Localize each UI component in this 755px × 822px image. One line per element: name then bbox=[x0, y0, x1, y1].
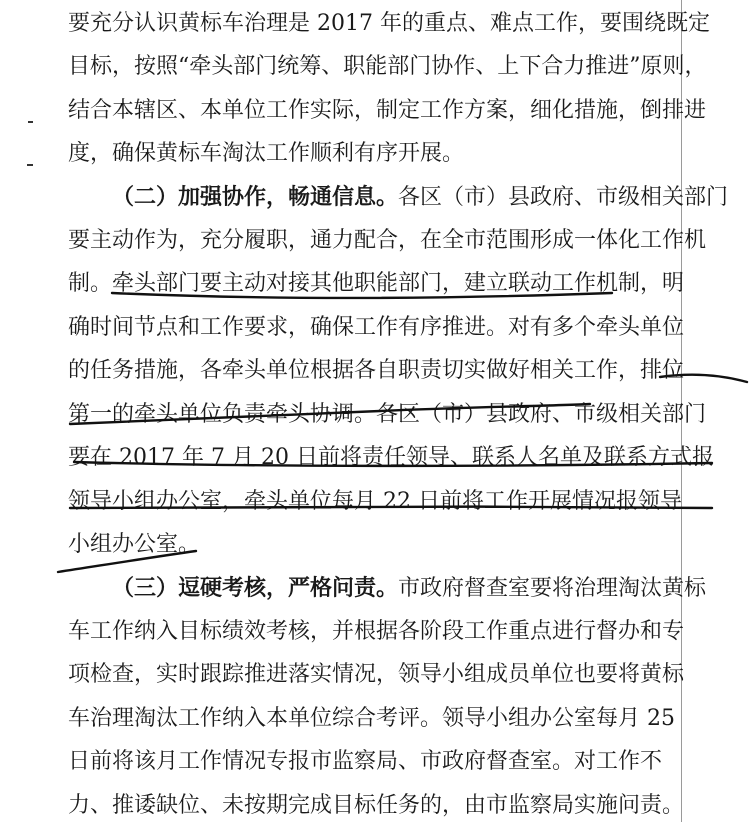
paragraph-line: 第一的牵头单位负责牵头协调。各区（市）县政府、市级相关部门 bbox=[68, 402, 707, 427]
section-3-heading: （三）逗硬考核，严格问责。 bbox=[112, 576, 399, 601]
section-2-text: 各区（市）县政府、市级相关部门 bbox=[398, 185, 729, 210]
paragraph-line: 制。牵头部门要主动对接其他职能部门，建立联动工作机制，明 bbox=[68, 271, 685, 296]
paragraph-line: 目标，按照“牵头部门统筹、职能部门协作、上下合力推进”原则， bbox=[68, 54, 707, 79]
paragraph-line: 小组办公室。 bbox=[68, 532, 201, 557]
paragraph-line: 的任务措施，各牵头单位根据各自职责切实做好相关工作，排位 bbox=[68, 358, 685, 383]
paragraph-line: 领导小组办公室，牵头单位每月 22 日前将工作开展情况报领导 bbox=[68, 489, 682, 514]
paragraph-line: 结合本辖区、本单位工作实际，制定工作方案，细化措施，倒排进 bbox=[68, 98, 707, 123]
paragraph-line: 车治理淘汰工作纳入本单位综合考评。领导小组办公室每月 25 bbox=[68, 706, 675, 731]
section-3-text: 市政府督查室要将治理淘汰黄标 bbox=[398, 576, 707, 601]
paragraph-line: 度，确保黄标车淘汰工作顺利有序开展。 bbox=[68, 141, 465, 166]
paragraph-line: 力、推诿缺位、未按期完成目标任务的，由市监察局实施问责。 bbox=[68, 793, 685, 818]
paragraph-line: 项检查，实时跟踪推进落实情况，领导小组成员单位也要将黄标 bbox=[68, 662, 685, 687]
paragraph-line: 要在 2017 年 7 月 20 日前将责任领导、联系人名单及联系方式报 bbox=[68, 445, 714, 470]
margin-dash-mark bbox=[27, 164, 33, 166]
section-2-line bbox=[112, 183, 728, 213]
section-3-line bbox=[112, 574, 706, 604]
paragraph-line: 要主动作为，充分履职，通力配合，在全市范围形成一体化工作机 bbox=[68, 228, 707, 253]
paragraph-line: 日前将该月工作情况专报市监察局、市政府督查室。对工作不 bbox=[68, 749, 663, 774]
margin-dash-mark bbox=[28, 121, 33, 123]
paragraph-line: 确时间节点和工作要求，确保工作有序推进。对有多个牵头单位 bbox=[68, 315, 685, 340]
paragraph-line: 车工作纳入目标绩效考核，并根据各阶段工作重点进行督办和专 bbox=[68, 619, 685, 644]
section-2-heading: （二）加强协作，畅通信息。 bbox=[112, 185, 399, 210]
paragraph-line: 要充分认识黄标车治理是 2017 年的重点、难点工作，要围绕既定 bbox=[68, 11, 710, 36]
